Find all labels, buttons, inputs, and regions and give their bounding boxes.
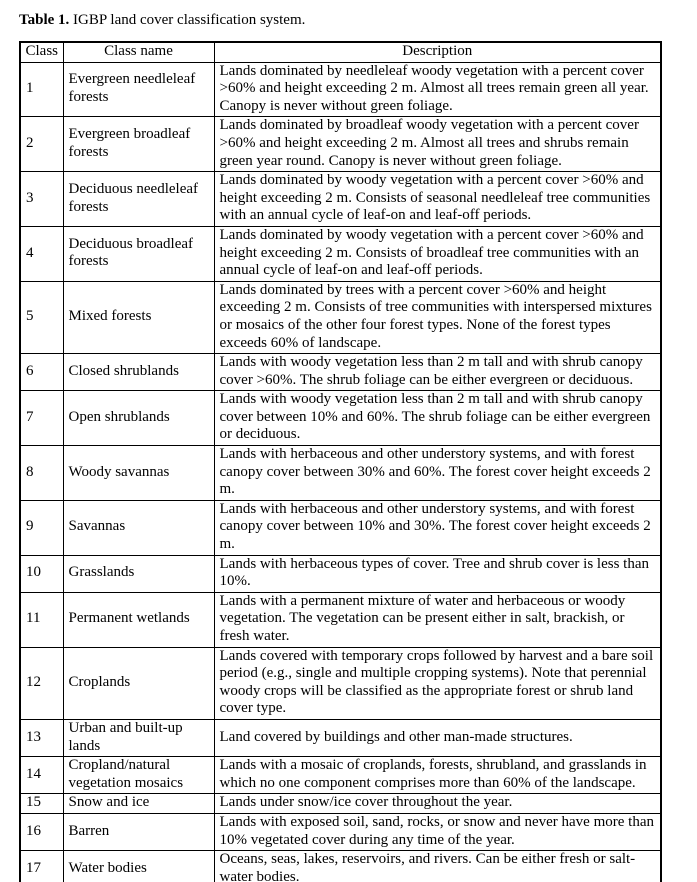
class-description-cell: Lands with herbaceous types of cover. Tree and shrub cover is less than 10%. [214,555,661,592]
table-row [20,647,661,719]
column-header-class-name: Class name [63,42,214,62]
table-body [20,62,661,882]
class-number-cell: 4 [20,226,63,281]
class-name-cell: Closed shrublands [63,354,214,391]
class-description-cell: Lands covered with temporary crops followed by harvest and a bare soil period (e.g., single and multiple cropping systems). Note that perennial woody crops will be classified as the appropriate forest or shrub land cover type. [214,647,661,719]
class-name-cell: Deciduous broadleaf forests [63,226,214,281]
table-row [20,281,661,353]
table-row [20,555,661,592]
class-name-cell: Permanent wetlands [63,592,214,647]
class-description-cell: Lands dominated by broadleaf woody vegetation with a percent cover >60% and height exceeding 2 m. Almost all trees and shrubs remain green year round. Canopy is never without green foliage. [214,117,661,172]
class-description-cell: Lands with woody vegetation less than 2 m tall and with shrub canopy cover between 10% and 60%. The shrub foliage can be either evergreen or deciduous. [214,391,661,446]
class-number-cell: 14 [20,757,63,794]
class-name-cell: Mixed forests [63,281,214,353]
class-name-cell: Evergreen needleleaf forests [63,62,214,117]
class-number-cell: 2 [20,117,63,172]
table-row [20,172,661,227]
table-row [20,851,661,882]
class-description-cell: Lands with a mosaic of croplands, forests, shrubland, and grasslands in which no one component comprises more than 60% of the landscape. [214,757,661,794]
table-row [20,592,661,647]
class-name-cell: Cropland/natural vegetation mosaics [63,757,214,794]
table-row [20,446,661,501]
column-header-description: Description [214,42,661,62]
class-number-cell: 8 [20,446,63,501]
class-number-cell: 5 [20,281,63,353]
class-number-cell: 11 [20,592,63,647]
table-row [20,757,661,794]
class-number-cell: 7 [20,391,63,446]
class-description-cell: Lands dominated by trees with a percent cover >60% and height exceeding 2 m. Consists of tree communities with interspersed mixtures or mosaics of the other four forest types. None of the forest types exceeds 60% of landscape. [214,281,661,353]
table-row [20,719,661,756]
class-description-cell: Oceans, seas, lakes, reservoirs, and rivers. Can be either fresh or salt-water bodies. [214,851,661,882]
class-number-cell: 10 [20,555,63,592]
class-number-cell: 9 [20,500,63,555]
class-name-cell: Barren [63,813,214,850]
table-row [20,500,661,555]
table-row [20,354,661,391]
table-caption-text: IGBP land cover classification system. [69,12,306,28]
class-description-cell: Lands dominated by woody vegetation with a percent cover >60% and height exceeding 2 m. Consists of broadleaf tree communities with an annual cycle of leaf-on and leaf-off periods. [214,226,661,281]
class-name-cell: Snow and ice [63,794,214,814]
class-number-cell: 17 [20,851,63,882]
class-number-cell: 1 [20,62,63,117]
table-caption-number: Table 1. [19,12,70,28]
table-row [20,62,661,117]
table-row [20,794,661,814]
class-description-cell: Lands with a permanent mixture of water and herbaceous or woody vegetation. The vegetation can be present either in salt, brackish, or fresh water. [214,592,661,647]
class-number-cell: 15 [20,794,63,814]
class-number-cell: 16 [20,813,63,850]
class-description-cell: Lands with herbaceous and other understory systems, and with forest canopy cover between 30% and 60%. The forest cover height exceeds 2 m. [214,446,661,501]
class-number-cell: 6 [20,354,63,391]
class-number-cell: 3 [20,172,63,227]
table-row [20,117,661,172]
class-description-cell: Lands with herbaceous and other understory systems, and with forest canopy cover between 10% and 30%. The forest cover height exceeds 2 m. [214,500,661,555]
table-row [20,391,661,446]
class-name-cell: Open shrublands [63,391,214,446]
class-description-cell: Lands dominated by needleleaf woody vegetation with a percent cover >60% and height exceeding 2 m. Almost all trees remain green all year. Canopy is never without green foliage. [214,62,661,117]
class-number-cell: 12 [20,647,63,719]
class-name-cell: Urban and built-up lands [63,719,214,756]
class-description-cell: Land covered by buildings and other man-made structures. [214,719,661,756]
table-row [20,226,661,281]
table-caption [19,11,697,30]
class-number-cell: 13 [20,719,63,756]
class-description-cell: Lands with exposed soil, sand, rocks, or snow and never have more than 10% vegetated cover during any time of the year. [214,813,661,850]
class-name-cell: Woody savannas [63,446,214,501]
igbp-classification-table [19,41,662,882]
class-description-cell: Lands under snow/ice cover throughout the year. [214,794,661,814]
class-name-cell: Savannas [63,500,214,555]
class-name-cell: Deciduous needleleaf forests [63,172,214,227]
class-name-cell: Evergreen broadleaf forests [63,117,214,172]
class-description-cell: Lands with woody vegetation less than 2 m tall and with shrub canopy cover >60%. The shrub foliage can be either evergreen or deciduous. [214,354,661,391]
class-description-cell: Lands dominated by woody vegetation with a percent cover >60% and height exceeding 2 m. Consists of seasonal needleleaf tree communities with an annual cycle of leaf-on and leaf-off periods. [214,172,661,227]
class-name-cell: Water bodies [63,851,214,882]
table-header-row [20,42,661,62]
class-name-cell: Grasslands [63,555,214,592]
column-header-class: Class [20,42,63,62]
table-row [20,813,661,850]
class-name-cell: Croplands [63,647,214,719]
